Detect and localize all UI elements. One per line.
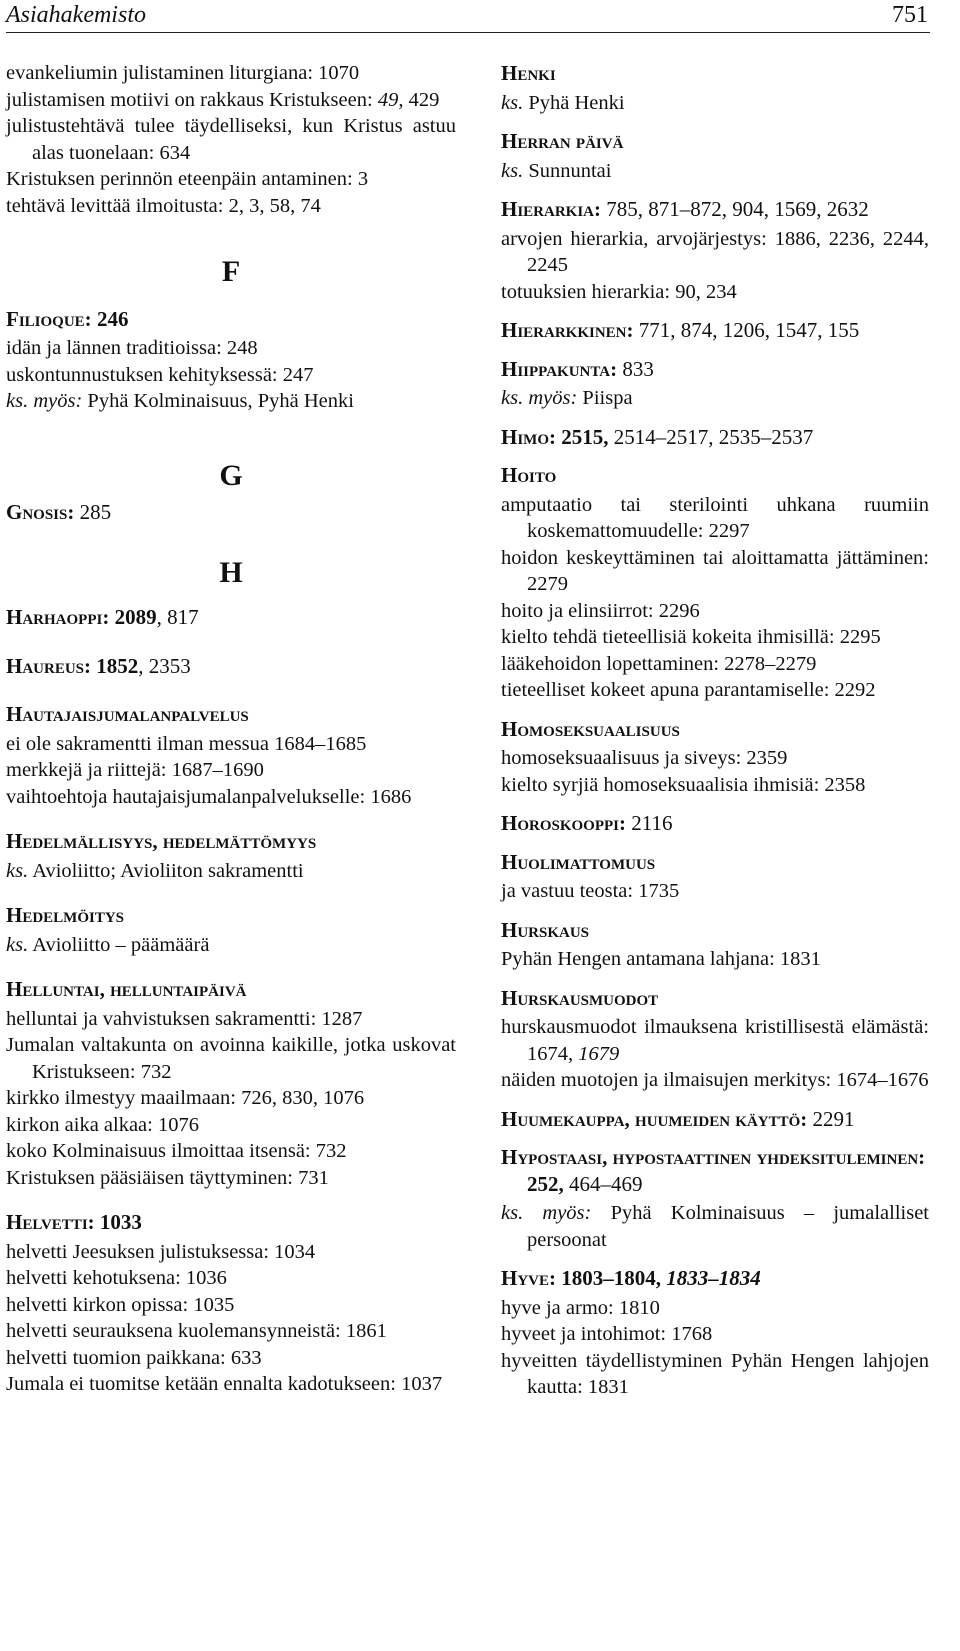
sub-entry: kirkon aika alkaa: 1076 bbox=[6, 1113, 199, 1136]
entry-hedelmoitys bbox=[6, 902, 456, 958]
entry-helluntai bbox=[6, 976, 456, 1191]
sub-entry: hurskausmuodot ilmauksena kristillisestä elämästä: 1674, 1679 bbox=[501, 1016, 929, 1065]
entry-hautajaisjumalanpalvelus bbox=[6, 701, 456, 810]
sub-entry: kirkko ilmestyy maailmaan: 726, 830, 1076 bbox=[6, 1087, 365, 1109]
entry-head: Hedelmällisyys, hedelmättömyys bbox=[6, 829, 317, 853]
sub-entry: julistustehtävä tulee täydelliseksi, kun Kristus astuu alas tuonelaan: 634 bbox=[6, 115, 456, 164]
entry-head: Hiippakunta: 833 bbox=[501, 356, 654, 381]
entry-hierarkkinen bbox=[501, 317, 929, 344]
entry-head: Horoskooppi: 2116 bbox=[501, 811, 673, 835]
sub-entry: tieteelliset kokeet apuna parantamiselle: 2292 bbox=[501, 679, 876, 701]
entry-huolimattomuus bbox=[501, 849, 929, 905]
entry-head: Haureus: 1852, 2353 bbox=[6, 653, 191, 678]
entry-harhaoppi bbox=[6, 604, 456, 631]
entry-head: Hyve: 1803–1804, 1833–1834 bbox=[501, 1266, 761, 1290]
entry-hurskaus bbox=[501, 917, 929, 973]
page-title: Asiahakemisto bbox=[6, 2, 146, 28]
entry-head: Gnosis: 285 bbox=[6, 500, 112, 524]
sub-entry: näiden muotojen ja ilmaisujen merkitys: 1674–1676 bbox=[501, 1069, 929, 1091]
entry-head: Hedelmöitys bbox=[6, 903, 125, 927]
entry-hedelmallisyys bbox=[6, 828, 456, 884]
sub-entry: Kristuksen pääsiäisen täyttyminen: 731 bbox=[6, 1166, 329, 1189]
entry-continuation bbox=[6, 60, 456, 219]
sub-entry: helvetti Jeesuksen julistuksessa: 1034 bbox=[6, 1240, 316, 1263]
sub-entry: Pyhän Hengen antamana lahjana: 1831 bbox=[501, 948, 821, 970]
entry-hiippakunta bbox=[501, 356, 929, 412]
entry-herran-paiva bbox=[501, 128, 929, 184]
sub-entry: Kristuksen perinnön eteenpäin antaminen: 3 bbox=[6, 168, 369, 190]
sub-entry: hyveitten täydellistyminen Pyhän Hengen lahjojen kautta: 1831 bbox=[501, 1349, 929, 1398]
entry-haureus bbox=[6, 653, 456, 680]
entry-hierarkia bbox=[501, 196, 929, 305]
entry-head: Hoito bbox=[501, 463, 557, 487]
entry-head: Hierarkia: 785, 871–872, 904, 1569, 2632 bbox=[501, 197, 869, 221]
see-also: ks. myös: Pyhä Kolminaisuus, Pyhä Henki bbox=[6, 390, 354, 412]
entry-head: Huumekauppa, huumeiden käyttö: 2291 bbox=[501, 1106, 855, 1131]
entry-head: Hautajaisjumalanpalvelus bbox=[6, 702, 249, 726]
entry-head: Homoseksuaalisuus bbox=[501, 716, 680, 741]
entry-head: Hurskausmuodot bbox=[501, 985, 659, 1010]
sub-entry: helvetti seurauksena kuolemansynneistä: 1861 bbox=[6, 1320, 387, 1342]
entry-helvetti bbox=[6, 1209, 456, 1398]
page-header bbox=[6, 0, 930, 33]
sub-entry: julistamisen motiivi on rakkaus Kristukseen: 49, 429 bbox=[6, 88, 440, 111]
sub-entry: merkkejä ja riittejä: 1687–1690 bbox=[6, 759, 264, 781]
entry-hoito bbox=[501, 462, 929, 704]
sub-entry: tehtävä levittää ilmoitusta: 2, 3, 58, 74 bbox=[6, 194, 321, 217]
entry-hurskausmuodot bbox=[501, 985, 929, 1094]
entry-horoskooppi bbox=[501, 810, 929, 837]
entry-head: Huolimattomuus bbox=[501, 849, 656, 874]
entry-filioque bbox=[6, 306, 456, 415]
sub-entry: kielto tehdä tieteellisiä kokeita ihmisillä: 2295 bbox=[501, 626, 881, 648]
entry-huumekauppa bbox=[501, 1106, 929, 1133]
letter-heading-g: G bbox=[219, 458, 243, 492]
sub-entry: helvetti tuomion paikkana: 633 bbox=[6, 1346, 262, 1369]
entry-head: Filioque: 246 bbox=[6, 306, 129, 331]
entry-head: Herran päivä bbox=[501, 129, 624, 153]
sub-entry: kielto syrjiä homoseksuaalisia ihmisiä: 2358 bbox=[501, 773, 866, 796]
sub-entry: homoseksuaalisuus ja siveys: 2359 bbox=[501, 747, 788, 769]
entry-head: Helvetti: 1033 bbox=[6, 1210, 142, 1234]
entry-head: Hierarkkinen: 771, 874, 1206, 1547, 155 bbox=[501, 318, 860, 342]
page-number: 751 bbox=[892, 2, 928, 28]
sub-entry: hoidon keskeyttäminen tai aloittamatta jättäminen: 2279 bbox=[501, 546, 929, 595]
entry-gnosis bbox=[6, 499, 456, 526]
entry-head: Hypostaasi, hypostaattinen yhdeksituleminen: 252, 464–469 bbox=[501, 1145, 926, 1196]
entry-himo bbox=[501, 424, 929, 451]
sub-entry: helvetti kirkon opissa: 1035 bbox=[6, 1293, 235, 1316]
sub-entry: totuuksien hierarkia: 90, 234 bbox=[501, 280, 737, 303]
entry-head: Himo: 2515, 2514–2517, 2535–2537 bbox=[501, 424, 814, 449]
sub-entry: Jumalan valtakunta on avoinna kaikille, jotka uskovat Kristukseen: 732 bbox=[6, 1034, 456, 1083]
entry-hyve bbox=[501, 1265, 929, 1401]
entry-head: Harhaoppi: 2089, 817 bbox=[6, 605, 199, 629]
right-column bbox=[501, 60, 929, 1413]
sub-entry: helluntai ja vahvistuksen sakramentti: 1287 bbox=[6, 1007, 363, 1030]
sub-entry: amputaatio tai sterilointi uhkana ruumiin koskemattomuudelle: 2297 bbox=[501, 493, 929, 542]
sub-entry: hoito ja elinsiirrot: 2296 bbox=[501, 599, 700, 622]
entry-homoseksuaalisuus bbox=[501, 716, 929, 799]
entry-head: Hurskaus bbox=[501, 917, 590, 942]
see-also: ks. Pyhä Henki bbox=[501, 91, 625, 114]
sub-entry: lääkehoidon lopettaminen: 2278–2279 bbox=[501, 652, 817, 675]
letter-heading-h: H bbox=[219, 555, 243, 589]
sub-entry: hyveet ja intohimot: 1768 bbox=[501, 1323, 713, 1345]
sub-entry: hyve ja armo: 1810 bbox=[501, 1296, 660, 1319]
entry-henki bbox=[501, 60, 929, 116]
entry-hypostaasi bbox=[501, 1144, 929, 1253]
sub-entry: vaihtoehtoja hautajaisjumalanpalvelukselle: 1686 bbox=[6, 785, 412, 808]
sub-entry: ei ole sakramentti ilman messua 1684–1685 bbox=[6, 732, 367, 755]
see-also: ks. myös: Piispa bbox=[501, 387, 633, 409]
sub-entry: helvetti kehotuksena: 1036 bbox=[6, 1267, 227, 1289]
sub-entry: Jumala ei tuomitse ketään ennalta kadotukseen: 1037 bbox=[6, 1373, 443, 1395]
entry-head: Henki bbox=[501, 61, 556, 85]
letter-heading-f: F bbox=[221, 255, 241, 288]
see-also: ks. Sunnuntai bbox=[501, 159, 612, 182]
entry-head: Helluntai, helluntaipäivä bbox=[6, 977, 247, 1001]
sub-entry: ja vastuu teosta: 1735 bbox=[501, 880, 680, 902]
sub-entry: evankeliumin julistaminen liturgiana: 1070 bbox=[6, 62, 360, 84]
see-also: ks. Avioliitto; Avioliiton sakramentti bbox=[6, 859, 304, 882]
sub-entry: idän ja lännen traditioissa: 248 bbox=[6, 337, 258, 359]
see-also: ks. myös: Pyhä Kolminaisuus – jumalalliset persoonat bbox=[501, 1202, 929, 1251]
left-column bbox=[6, 60, 456, 1410]
sub-entry: arvojen hierarkia, arvojärjestys: 1886, 2236, 2244, 2245 bbox=[501, 227, 929, 276]
sub-entry: uskontunnustuksen kehityksessä: 247 bbox=[6, 363, 314, 386]
sub-entry: koko Kolminaisuus ilmoittaa itsensä: 732 bbox=[6, 1140, 347, 1162]
see-also: ks. Avioliitto – päämäärä bbox=[6, 933, 210, 956]
